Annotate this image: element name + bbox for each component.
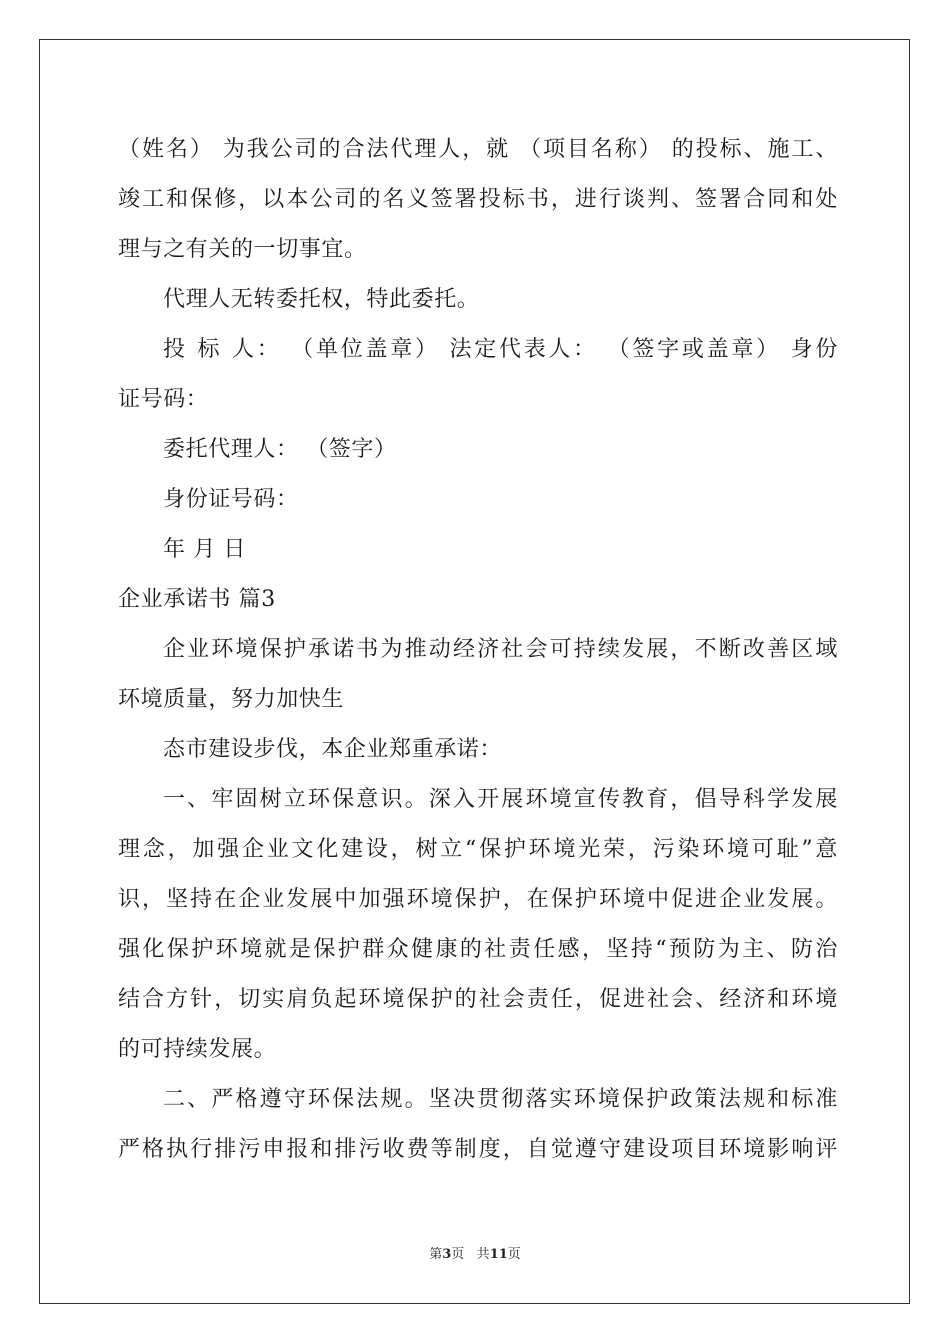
paragraph-line: 代理人无转委托权，特此委托。 [163, 287, 480, 312]
paragraph-line: 理与之有关的一切事宜。 [118, 237, 367, 262]
total-suffix: 页 [507, 1247, 521, 1262]
paragraph-line: 年 月 日 [163, 537, 246, 562]
paragraph-line: 证号码： [118, 387, 209, 412]
paragraph-line: 二、严格遵守环保法规。坚决贯彻落实环境保护政策法规和标准 [163, 1087, 838, 1112]
paragraph-line: 理念，加强企业文化建设，树立“保护环境光荣，污染环境可耻”意 [118, 837, 838, 862]
paragraph-line: （姓名） 为我公司的合法代理人，就 （项目名称） 的投标、施工、 [118, 137, 838, 162]
paragraph-line: 环境质量，努力加快生 [118, 687, 345, 712]
paragraph-line: 强化保护环境就是保护群众健康的社责任感，坚持“预防为主、防治 [118, 937, 838, 962]
paragraph-line: 身份证号码： [163, 487, 299, 512]
paragraph-line: 投 标 人： （单位盖章） 法定代表人： （签字或盖章） 身份 [163, 337, 838, 362]
paragraph-line: 企业环境保护承诺书为推动经济社会可持续发展，不断改善区域 [163, 637, 838, 662]
paragraph-line: 一、牢固树立环保意识。深入开展环境宣传教育，倡导科学发展 [163, 787, 838, 812]
paragraph-line: 竣工和保修，以本公司的名义签署投标书，进行谈判、签署合同和处 [118, 187, 838, 212]
total-prefix: 共 [476, 1247, 490, 1262]
paragraph-line: 态市建设步伐，本企业郑重承诺： [163, 737, 503, 762]
total-pages: 11 [489, 1247, 508, 1262]
page-border [39, 39, 910, 1304]
paragraph-line: 的可持续发展。 [118, 1037, 277, 1062]
section-heading: 企业承诺书 篇3 [118, 587, 276, 612]
page-prefix: 第 [429, 1247, 443, 1262]
page-number: 3 [442, 1247, 452, 1262]
paragraph-line: 识，坚持在企业发展中加强环境保护，在保护环境中促进企业发展。 [118, 887, 838, 912]
paragraph-line: 委托代理人： （签字） [163, 437, 397, 462]
page-footer [0, 1247, 950, 1263]
page-suffix: 页 [451, 1247, 465, 1262]
paragraph-line: 严格执行排污申报和排污收费等制度，自觉遵守建设项目环境影响评 [118, 1137, 838, 1162]
paragraph-line: 结合方针，切实肩负起环境保护的社会责任，促进社会、经济和环境 [118, 987, 838, 1012]
